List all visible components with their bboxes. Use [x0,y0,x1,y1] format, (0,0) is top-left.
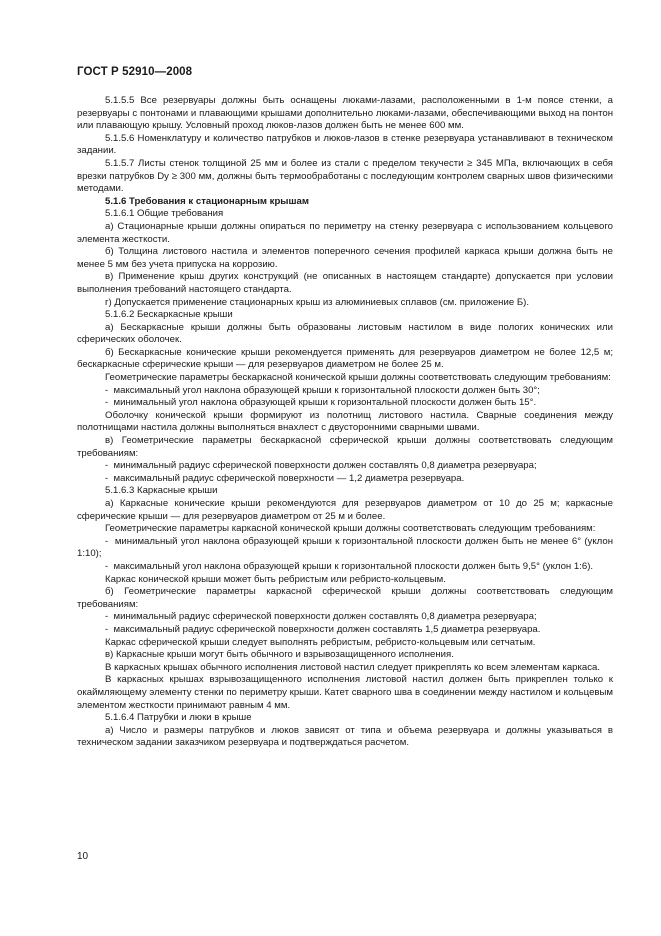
paragraph: а) Стационарные крыши должны опираться по периметру на стенку резервуара с использованием кольцевого элемента жесткости. [77,220,613,245]
section-heading: 5.1.6 Требования к стационарным крышам [105,195,309,207]
paragraph: В каркасных крышах взрывозащищенного исполнения листовой настил должен быть прикреплен только к окаймляющему элементу стенки по периметру крыши. Катет сварного шва в соединении между настилом и кольцевым элементом жесткости принимают равным 4 мм. [77,674,613,711]
paragraph: В каркасных крышах обычного исполнения листовой настил следует прикреплять ко всем элементам каркаса. [105,661,601,673]
paragraph: 5.1.6.3 Каркасные крыши [105,485,218,497]
paragraph: Каркас конической крыши может быть ребристым или ребристо-кольцевым. [105,573,446,585]
paragraph: 5.1.5.5 Все резервуары должны быть оснащены люками-лазами, расположенными в 1-м поясе стенки, а резервуары с понтонами и плавающими крышами дополнительно люками-лазами, обеспечивающими выход на понтон или плавающую крышу. Условный проход люков-лазов должен быть не менее 600 мм. [77,95,613,132]
paragraph: Каркас сферической крыши следует выполнять ребристым, ребристо-кольцевым или сетчатым. [105,636,536,648]
paragraph: 5.1.5.6 Номенклатуру и количество патрубков и люков-лазов в стенке резервуара устанавливают в техническом задании. [77,132,613,157]
document-body [77,95,613,750]
paragraph: б) Бескаркасные конические крыши рекомендуется применять для резервуаров диаметром не более 12,5 м; бескаркасные сферические крыши — для резервуаров диаметром не более 25 м. [77,346,613,371]
list-item: - минимальный угол наклона образующей крыши к горизонтальной плоскости должен быть 15°. [77,397,613,410]
page-number: 10 [77,851,89,862]
document-header: ГОСТ Р 52910—2008 [77,66,193,78]
paragraph: а) Каркасные конические крыши рекомендуются для резервуаров диаметром от 10 до 25 м; каркасные сферические крыши — для резервуаров диаметром от 25 м и более. [77,498,613,522]
paragraph: Геометрические параметры бескаркасной конической крыши должны соответствовать следующим требованиям: [105,372,611,384]
paragraph: в) Применение крыш других конструкций (не описанных в настоящем стандарте) допускается при условии выполнения требований настоящего стандарта. [77,271,613,295]
paragraph: Геометрические параметры каркасной конической крыши должны соответствовать следующим требованиям: [105,523,596,535]
paragraph: а) Бескаркасные крыши должны быть образованы листовым настилом в виде пологих конических или сферических оболочек. [77,321,613,346]
paragraph: Оболочку конической крыши формируют из полотнищ листового настила. Сварные соединения между полотнищами настила должны выполняться внахлест с двусторонними сварными швами. [77,409,613,434]
list-item: - минимальный угол наклона образующей крыши к горизонтальной плоскости должен быть не менее 6° (уклон 1:10); [77,536,613,561]
paragraph: в) Каркасные крыши могут быть обычного и взрывозащищенного исполнения. [105,649,454,661]
paragraph: в) Геометрические параметры бескаркасной сферической крыши должны соответствовать следующим требованиям: [77,435,613,459]
paragraph: б) Геометрические параметры каркасной сферической крыши должны соответствовать следующим требованиям: [77,586,613,610]
paragraph: 5.1.5.7 Листы стенок толщиной 25 мм и более из стали с пределом текучести ≥ 345 МПа, включающих в себя врезки патрубков Dу ≥ 300 мм, должны быть термообработаны с последующим контролем сварных швов физическими методами. [77,157,613,195]
list-item: - минимальный радиус сферической поверхности должен составлять 0,8 диаметра резервуара; [77,611,613,624]
paragraph: б) Толщина листового настила и элементов поперечного сечения профилей каркаса крыши должна быть не менее 5 мм без учета припуска на коррозию. [77,246,613,270]
list-item: - максимальный угол наклона образующей крыши к горизонтальной плоскости должен быть 9,5° (уклон 1:6). [77,561,613,574]
list-item: - максимальный радиус сферической поверхности должен составлять 1,5 диаметра резервуара. [77,624,613,637]
paragraph: 5.1.6.1 Общие требования [105,208,224,220]
paragraph: 5.1.6.4 Патрубки и люки в крыше [105,712,252,724]
list-item: - максимальный угол наклона образующей крыши к горизонтальной плоскости должен быть 30°; [77,385,613,398]
list-item: - минимальный радиус сферической поверхности должен составлять 0,8 диаметра резервуара; [77,460,613,473]
paragraph: 5.1.6.2 Бескаркасные крыши [105,309,233,321]
paragraph: г) Допускается применение стационарных крыш из алюминиевых сплавов (см. приложение Б). [105,296,529,308]
list-item: - максимальный радиус сферической поверхности — 1,2 диаметра резервуара. [77,473,613,486]
paragraph: а) Число и размеры патрубков и люков зависят от типа и объема резервуара и должны указываться в техническом задании заказчиком резервуара и подтверждаться расчетом. [77,724,613,749]
